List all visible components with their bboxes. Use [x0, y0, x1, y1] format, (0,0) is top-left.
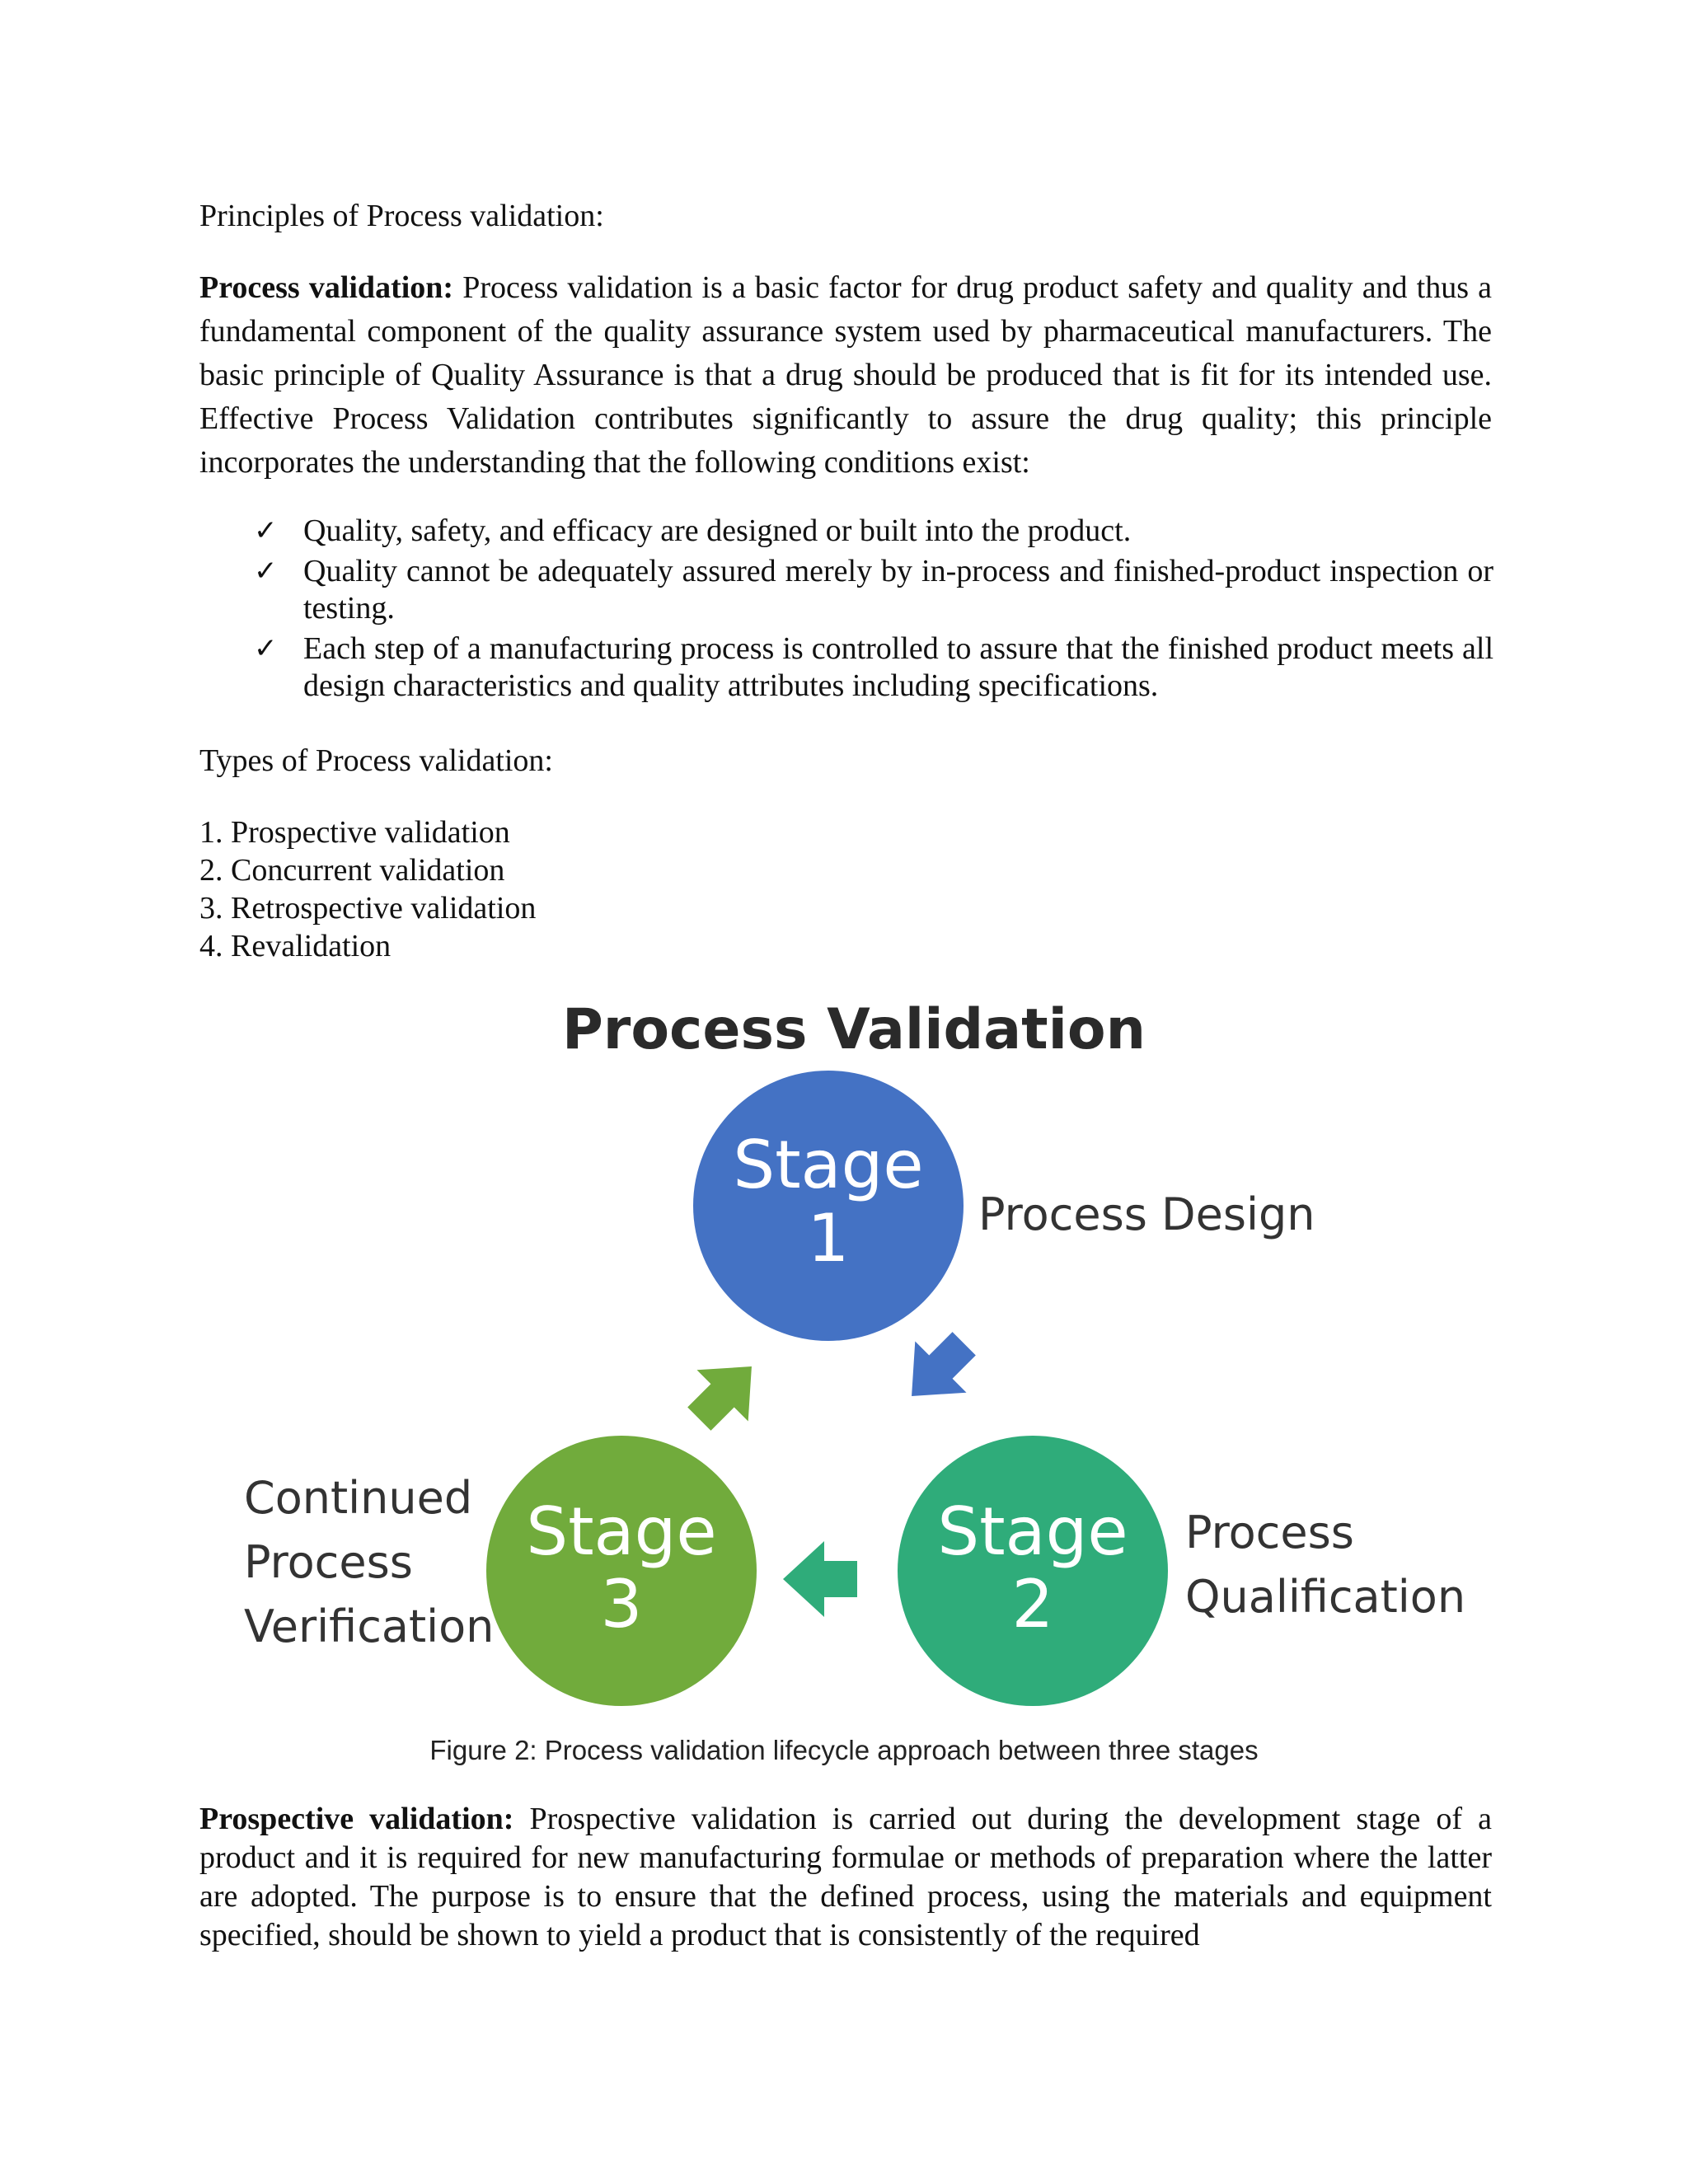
- stage1-label: Process Design: [978, 1188, 1315, 1240]
- validation-types-list: [199, 813, 536, 965]
- stage3-label-line3: Verification: [244, 1601, 495, 1652]
- condition-item: ✓ Each step of a manufacturing process is controlled to assure that the finished product meets all design characteristics and quality attributes including specifications.: [254, 631, 1493, 703]
- paragraph-body: Prospective validation is carried out during the development stage of a product and it is required for new manufacturing formulae or methods of preparation where the latter are adopted. The purpose is to ensure that the defined process, using the materials and equipment specified, should be shown to yield a product that is consistently of the required: [199, 1802, 1492, 1952]
- stage1-word: Stage: [733, 1127, 924, 1203]
- stage3-number: 3: [600, 1566, 643, 1643]
- checkmark-icon: ✓: [254, 555, 278, 588]
- stage1-number: 1: [807, 1200, 850, 1277]
- stage2-number: 2: [1011, 1566, 1054, 1643]
- diagram-title: Process Validation: [561, 997, 1146, 1062]
- list-item: 2. Concurrent validation: [199, 853, 505, 888]
- paragraph-prospective-validation: [199, 1800, 1492, 1955]
- term-process-validation: Process validation:: [199, 270, 454, 305]
- arrow-stage1-to-stage2-icon: [886, 1318, 990, 1422]
- heading-principles: Principles of Process validation:: [199, 199, 604, 233]
- paragraph-body: Process validation is a basic factor for drug product safety and quality and thus a fundamental component of the quality assurance system used by pharmaceutical manufacturers. The basic principle of Quality Assurance is that a drug should be produced that is fit for its intended use. Effective Process Validation contributes significantly to assure the drug quality; this principle incorporates the understanding that the following conditions exist:: [199, 270, 1492, 480]
- list-item: 3. Retrospective validation: [199, 891, 537, 926]
- checkmark-icon: ✓: [254, 632, 278, 665]
- stage3-word: Stage: [526, 1493, 717, 1570]
- condition-item: ✓ Quality, safety, and efficacy are designed or built into the product.: [254, 513, 1132, 548]
- condition-item: ✓ Quality cannot be adequately assured merely by in-process and finished-product inspection or testing.: [254, 554, 1493, 626]
- list-item: 4. Revalidation: [199, 929, 392, 963]
- stage3-label-line2: Process: [244, 1536, 413, 1588]
- paragraph-process-validation: [199, 266, 1492, 485]
- stage2-word: Stage: [937, 1493, 1128, 1570]
- term-prospective-validation: Prospective validation:: [199, 1802, 514, 1836]
- list-item: 1. Prospective validation: [199, 815, 510, 850]
- stage2-label-line2: Qualification: [1185, 1571, 1466, 1623]
- checkmark-icon: ✓: [254, 514, 278, 547]
- figure-caption: Figure 2: Process validation lifecycle approach between three stages: [429, 1735, 1259, 1765]
- stage2-label-line1: Process: [1185, 1507, 1354, 1558]
- conditions-checklist: [247, 513, 1493, 708]
- arrow-stage3-to-stage1-icon: [673, 1341, 777, 1445]
- process-validation-diagram: [231, 997, 1484, 1722]
- arrow-stage2-to-stage3-icon: [783, 1541, 857, 1617]
- stage3-label-line1: Continued: [244, 1472, 473, 1524]
- heading-types: Types of Process validation:: [199, 743, 553, 778]
